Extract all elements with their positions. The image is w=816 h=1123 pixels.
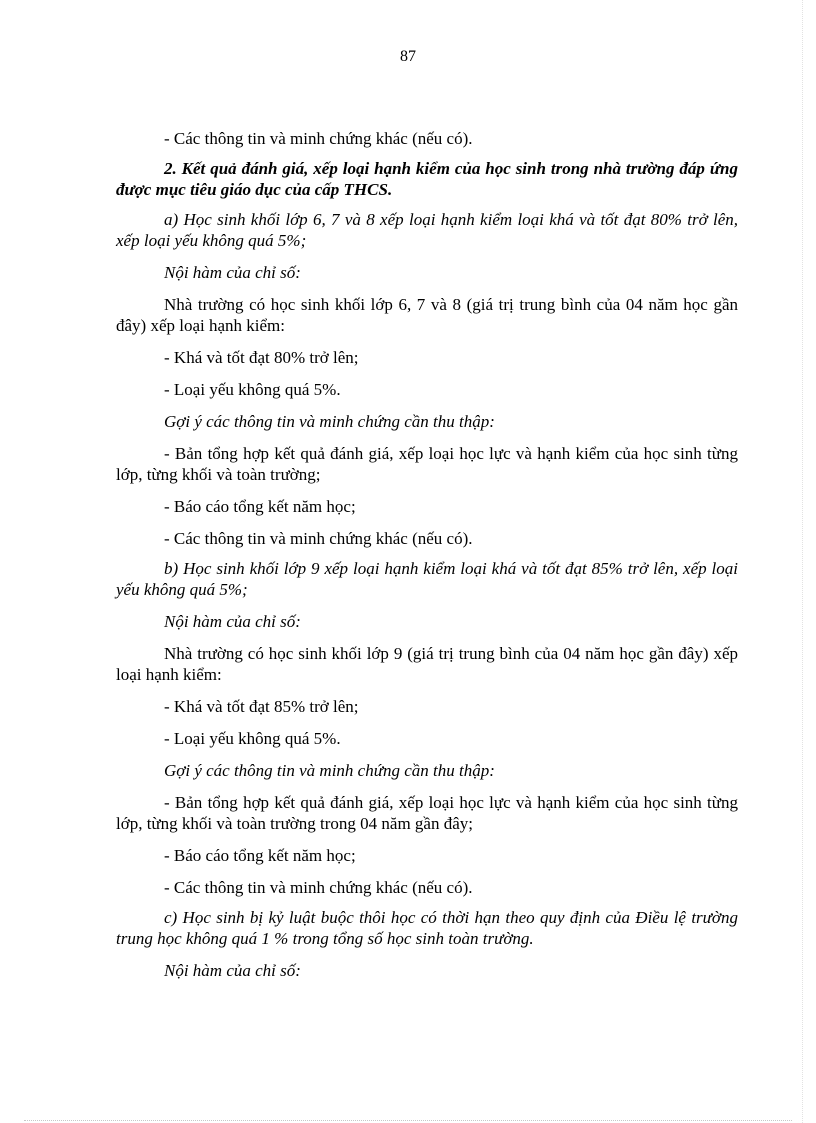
page-number: 87 — [400, 48, 416, 65]
list-item: - Loại yếu không quá 5%. — [164, 380, 341, 399]
section-heading: 2. Kết quả đánh giá, xếp loại hạnh kiểm của học sinh trong nhà trường đáp ứng được mục tiêu giáo dục của cấp THCS. — [116, 159, 738, 199]
list-item: - Các thông tin và minh chứng khác (nếu có). — [164, 878, 473, 897]
list-item: - Loại yếu không quá 5%. — [164, 729, 341, 748]
evidence-hint-label: Gợi ý các thông tin và minh chứng cần thu thập: — [164, 412, 495, 431]
list-item: - Bản tổng hợp kết quả đánh giá, xếp loại học lực và hạnh kiểm của học sinh từng lớp, từng khối và toàn trường; — [116, 444, 738, 484]
list-item: - Khá và tốt đạt 85% trở lên; — [164, 697, 359, 716]
list-item: - Bản tổng hợp kết quả đánh giá, xếp loại học lực và hạnh kiểm của học sinh từng lớp, từng khối và toàn trường trong 04 năm gần đây; — [116, 793, 738, 833]
indicator-scope-label: Nội hàm của chỉ số: — [164, 263, 301, 282]
page-right-border — [802, 0, 803, 1123]
evidence-hint-label: Gợi ý các thông tin và minh chứng cần thu thập: — [164, 761, 495, 780]
criterion-a: a) Học sinh khối lớp 6, 7 và 8 xếp loại hạnh kiểm loại khá và tốt đạt 80% trở lên, xếp loại yếu không quá 5%; — [116, 210, 738, 250]
indicator-scope-label: Nội hàm của chỉ số: — [164, 961, 301, 980]
indicator-scope-text: Nhà trường có học sinh khối lớp 9 (giá trị trung bình của 04 năm học gần đây) xếp loại hạnh kiểm: — [116, 644, 738, 684]
page-bottom-border — [24, 1120, 792, 1121]
indicator-scope-text: Nhà trường có học sinh khối lớp 6, 7 và 8 (giá trị trung bình của 04 năm học gần đây) xếp loại hạnh kiểm: — [116, 295, 738, 335]
evidence-other-item: - Các thông tin và minh chứng khác (nếu có). — [164, 129, 473, 148]
list-item: - Báo cáo tổng kết năm học; — [164, 497, 356, 516]
criterion-c: c) Học sinh bị kỷ luật buộc thôi học có thời hạn theo quy định của Điều lệ trường trung học không quá 1 % trong tổng số học sinh toàn trường. — [116, 908, 738, 948]
list-item: - Báo cáo tổng kết năm học; — [164, 846, 356, 865]
indicator-scope-label: Nội hàm của chỉ số: — [164, 612, 301, 631]
criterion-b: b) Học sinh khối lớp 9 xếp loại hạnh kiểm loại khá và tốt đạt 85% trở lên, xếp loại yếu không quá 5%; — [116, 559, 738, 599]
document-body — [116, 128, 738, 981]
list-item: - Các thông tin và minh chứng khác (nếu có). — [164, 529, 473, 548]
list-item: - Khá và tốt đạt 80% trở lên; — [164, 348, 359, 367]
